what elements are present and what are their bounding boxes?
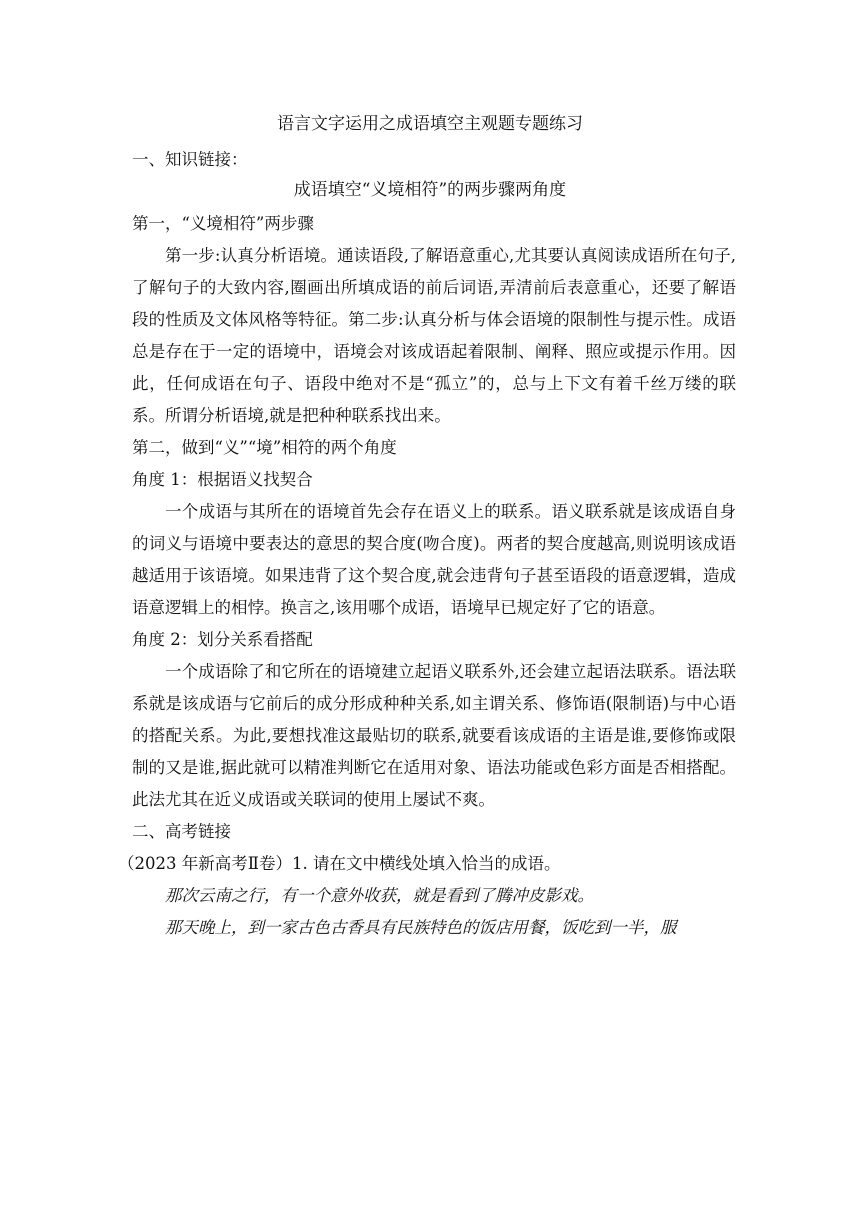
question-line: （2023 年新高考Ⅱ卷）1. 请在文中横线处填入恰当的成语。 <box>118 854 561 873</box>
document-subtitle: 成语填空“义境相符”的两步骤两角度 <box>293 180 567 200</box>
passage-line-2: 那天晚上，到一家古色古香具有民族特色的饭店用餐，饭吃到一半，服 <box>165 918 677 937</box>
section2-heading: 二、高考链接 <box>132 822 231 841</box>
angle1-paragraph: 一个成语与其所在的语境首先会存在语义上的联系。语义联系就是该成语自身的词义与语境中要表达的意思的契合度(吻合度)。两者的契合度越高,则说明该成语越适用于该语境。如果违背了这个契合度,就会违背句子甚至语段的语意逻辑，造成语意逻辑上的相悖。换言之,该用哪个成语，语境早已规定好了它的语意。 <box>132 502 736 617</box>
part2-heading: 第二，做到“义”“境”相符的两个角度 <box>132 438 397 457</box>
document-title: 语言文字运用之成语填空主观题专题练习 <box>277 114 583 134</box>
angle2-paragraph: 一个成语除了和它所在的语境建立起语义联系外,还会建立起语法联系。语法联系就是该成语与它前后的成分形成种种关系,如主谓关系、修饰语(限制语)与中心语的搭配关系。为此,要想找准这最贴切的联系,就要看该成语的主语是谁,要修饰或限制的又是谁,据此就可以精准判断它在适用对象、语法功能或色彩方面是否相搭配。此法尤其在近义成语或关联词的使用上屡试不爽。 <box>132 662 736 809</box>
passage-line-1: 那次云南之行，有一个意外收获，就是看到了腾冲皮影戏。 <box>165 886 594 905</box>
angle1-heading: 角度 1：根据语义找契合 <box>132 470 313 489</box>
part1-paragraph: 第一步:认真分析语境。通读语段,了解语意重心,尤其要认真阅读成语所在句子,了解句子的大致内容,圈画出所填成语的前后词语,弄清前后表意重心，还要了解语段的性质及文体风格等特征。第二步:认真分析与体会语境的限制性与提示性。成语总是存在于一定的语境中，语境会对该成语起着限制、阐释、照应或提示作用。因此，任何成语在句子、语段中绝对不是“孤立”的，总与上下文有着千丝万缕的联系。所谓分析语境,就是把种种联系找出来。 <box>132 246 736 425</box>
section-knowledge-heading-block <box>132 144 736 176</box>
section1-heading: 一、知识链接： <box>132 150 248 169</box>
angle2-heading: 角度 2：划分关系看搭配 <box>132 630 313 649</box>
document-body <box>118 208 736 944</box>
part1-heading: 第一，“义境相符”两步骤 <box>132 214 314 233</box>
